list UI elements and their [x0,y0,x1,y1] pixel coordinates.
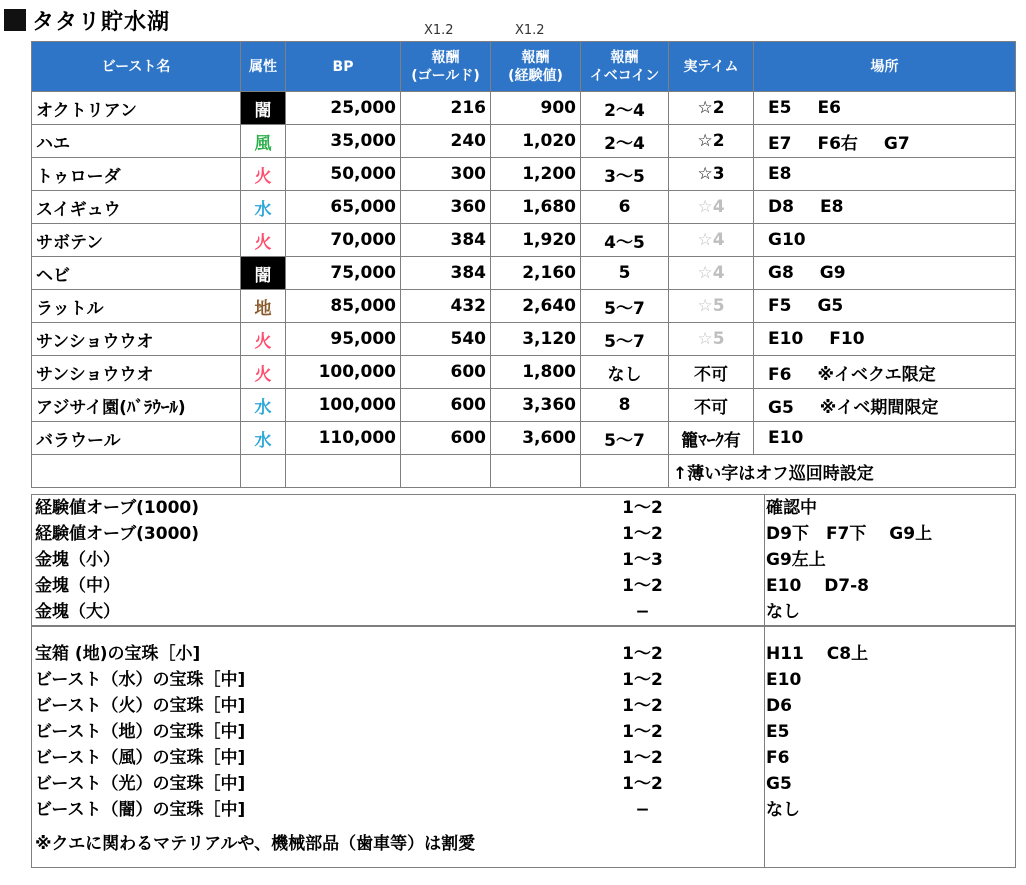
table-row [32,455,1016,488]
title-text: タタリ貯水湖 [32,9,171,35]
location-cell [754,158,1016,191]
table-row [32,158,1016,191]
table-row [32,257,1016,290]
gold-reward: 600 [401,389,491,422]
gold-reward: 600 [401,356,491,389]
table-row [32,92,1016,125]
item-location: E10 D7-8 [766,576,870,596]
table-row [32,422,1016,455]
item-quantity: 1〜2 [622,644,663,664]
header-cell: ビースト名 [32,42,241,92]
item-row [32,797,1015,823]
item-quantity: − [635,800,650,820]
beast-name: サボテン [32,224,241,257]
item-location: D9下 F7下 G9上 [766,524,933,544]
location-text: E8 [768,164,792,184]
item-row [32,641,1015,667]
location-cell [754,224,1016,257]
exp-reward: 2,160 [491,257,581,290]
beast-table [31,41,1016,488]
coin-reward: 2〜4 [581,125,669,158]
bp-value: 95,000 [286,323,401,356]
attribute-cell: 火 [241,323,286,356]
item-quantity: 1〜3 [622,550,663,570]
location-text: G10 [768,230,806,250]
beast-name: トゥローダ [32,158,241,191]
item-location: なし [766,602,800,622]
attribute-cell: 火 [241,224,286,257]
gold-reward: 384 [401,224,491,257]
item-name: 金塊（大） [35,602,120,622]
item-row [32,573,1015,599]
item-row [32,599,1015,625]
location-text: E10 [768,428,804,448]
coin-reward: 5 [581,257,669,290]
item-name: 金塊（小） [35,550,120,570]
location-text: G9 [819,263,846,283]
item-quantity: 1〜2 [622,524,663,544]
header-cell: 報酬 イベコイン [581,42,669,92]
item-name: 経験値オーブ(3000) [35,524,200,544]
item-quantity: 1〜2 [622,670,663,690]
location-text: F6 [768,364,792,385]
gold-reward: 360 [401,191,491,224]
gold-reward: 600 [401,422,491,455]
item-quantity: 1〜2 [622,576,663,596]
location-cell [754,290,1016,323]
coin-reward: 5〜7 [581,422,669,455]
gold-reward: 432 [401,290,491,323]
bp-value: 65,000 [286,191,401,224]
item-row [32,719,1015,745]
exp-reward: 1,020 [491,125,581,158]
attribute-cell: 闇 [241,92,286,125]
item-location: H11 C8上 [766,644,869,664]
location-text: E6 [817,98,841,118]
beast-name: サンショウウオ [32,356,241,389]
location-cell [754,323,1016,356]
item-name: 経験値オーブ(1000) [35,498,200,518]
table-row [32,224,1016,257]
item-quantity: 1〜2 [622,498,663,518]
attribute-cell: 水 [241,191,286,224]
tame-value: ☆2 [669,92,754,125]
item-quantity: 1〜2 [622,696,663,716]
beast-name: スイギュウ [32,191,241,224]
beast-name: バラウール [32,422,241,455]
coin-reward: なし [581,356,669,389]
attribute-cell: 地 [241,290,286,323]
item-location: G5 [766,774,792,794]
beast-name: オクトリアン [32,92,241,125]
beast-name: アジサイ園(ﾊﾞﾗｳｰﾙ) [32,389,241,422]
item-location: E5 [766,722,790,742]
empty-cell [491,455,581,488]
table-row [32,356,1016,389]
item-name: ビースト（水）の宝珠［中] [35,670,246,690]
attribute-cell: 風 [241,125,286,158]
item-row [32,745,1015,771]
location-text: ※イベ期間限定 [819,397,939,418]
exp-multiplier: X1.2 [515,23,545,38]
exp-reward: 2,640 [491,290,581,323]
location-text: E10 [768,329,804,349]
item-name: 金塊（中） [35,576,120,596]
item-location: なし [766,800,800,820]
bp-value: 85,000 [286,290,401,323]
item-row [32,693,1015,719]
attribute-cell: 火 [241,356,286,389]
table-row [32,323,1016,356]
beast-name: ラットル [32,290,241,323]
location-cell [754,422,1016,455]
location-text: F6右 [817,133,858,154]
location-text: G8 [768,263,794,283]
item-row [32,667,1015,693]
exp-reward: 3,360 [491,389,581,422]
attribute-cell: 水 [241,422,286,455]
empty-cell [32,455,241,488]
item-name: ビースト（闇）の宝珠［中] [35,800,246,820]
item-location: D6 [766,696,792,716]
item-location: G9左上 [766,550,826,570]
item-quantity: 1〜2 [622,748,663,768]
gem-item-table [31,626,1016,868]
bp-value: 75,000 [286,257,401,290]
item-name: ビースト（火）の宝珠［中] [35,696,246,716]
exp-reward: 1,200 [491,158,581,191]
location-cell [754,356,1016,389]
exp-reward: 1,800 [491,356,581,389]
tame-value: ☆5 [669,290,754,323]
item-name: 宝箱 (地)の宝珠［小] [35,644,201,664]
item-quantity: 1〜2 [622,722,663,742]
location-text: G5 [817,296,844,316]
exp-reward: 1,680 [491,191,581,224]
item-name: ビースト（地）の宝珠［中] [35,722,246,742]
tame-value: ☆4 [669,191,754,224]
item-row [32,521,1015,547]
bp-value: 100,000 [286,389,401,422]
bp-value: 100,000 [286,356,401,389]
location-text: F10 [829,329,865,349]
gold-reward: 240 [401,125,491,158]
header-cell: BP [286,42,401,92]
gold-multiplier: X1.2 [424,23,454,38]
item-location: E10 [766,670,802,690]
location-cell [754,191,1016,224]
tame-value: 籠ﾏｰｸ有 [669,422,754,455]
table-row [32,191,1016,224]
table-row [32,389,1016,422]
exp-reward: 900 [491,92,581,125]
coin-reward: 5〜7 [581,323,669,356]
item-quantity: − [635,602,650,622]
header-cell: 実テイム [669,42,754,92]
header-cell: 報酬 (経験値) [491,42,581,92]
tame-value: ☆2 [669,125,754,158]
item-row [32,495,1015,521]
table-header-row [32,42,1016,92]
header-cell: 場所 [754,42,1016,92]
exp-reward: 1,920 [491,224,581,257]
bp-value: 70,000 [286,224,401,257]
item-location: F6 [766,748,790,768]
location-cell [754,125,1016,158]
location-cell [754,257,1016,290]
location-text: E8 [819,197,844,217]
location-cell [754,92,1016,125]
coin-reward: 2〜4 [581,92,669,125]
tame-value: 不可 [669,389,754,422]
attribute-cell: 水 [241,389,286,422]
exp-reward: 3,600 [491,422,581,455]
item-location: 確認中 [766,498,817,518]
item-name: ビースト（風）の宝珠［中] [35,748,246,768]
orb-item-table [31,494,1016,626]
location-text: E7 [768,133,792,154]
location-text: ※イベクエ限定 [817,364,936,385]
exp-reward: 3,120 [491,323,581,356]
location-text: G7 [883,133,910,154]
location-cell [754,389,1016,422]
coin-reward: 4〜5 [581,224,669,257]
footnote: ※クエに関わるマテリアルや、機械部品（歯車等）は割愛 [35,834,476,854]
table-row [32,125,1016,158]
page-title [4,6,170,34]
empty-cell [581,455,669,488]
empty-cell [401,455,491,488]
tame-value: 不可 [669,356,754,389]
header-cell: 属性 [241,42,286,92]
coin-reward: 6 [581,191,669,224]
location-text: D8 [768,197,794,217]
gold-reward: 384 [401,257,491,290]
coin-reward: 8 [581,389,669,422]
bp-value: 110,000 [286,422,401,455]
beast-name: ハエ [32,125,241,158]
table-row [32,290,1016,323]
title-square-icon [4,9,26,31]
tame-value: ☆5 [669,323,754,356]
item-name: ビースト（光）の宝珠［中] [35,774,246,794]
item-row [32,547,1015,573]
bp-value: 35,000 [286,125,401,158]
attribute-cell: 闇 [241,257,286,290]
gold-reward: 540 [401,323,491,356]
coin-reward: 5〜7 [581,290,669,323]
tame-value: ☆4 [669,257,754,290]
coin-reward: 3〜5 [581,158,669,191]
empty-cell [241,455,286,488]
location-text: F5 [768,296,792,316]
bp-value: 50,000 [286,158,401,191]
header-cell: 報酬 (ゴールド) [401,42,491,92]
beast-name: ヘビ [32,257,241,290]
beast-name: サンショウウオ [32,323,241,356]
gold-reward: 216 [401,92,491,125]
item-row [32,771,1015,797]
bp-value: 25,000 [286,92,401,125]
item-quantity: 1〜2 [622,774,663,794]
tame-value: ☆3 [669,158,754,191]
beast-note: ↑薄い字はオフ巡回時設定 [669,455,1016,488]
location-text: G5 [768,397,794,418]
tame-value: ☆4 [669,224,754,257]
location-text: E5 [768,98,792,118]
gold-reward: 300 [401,158,491,191]
empty-cell [286,455,401,488]
attribute-cell: 火 [241,158,286,191]
